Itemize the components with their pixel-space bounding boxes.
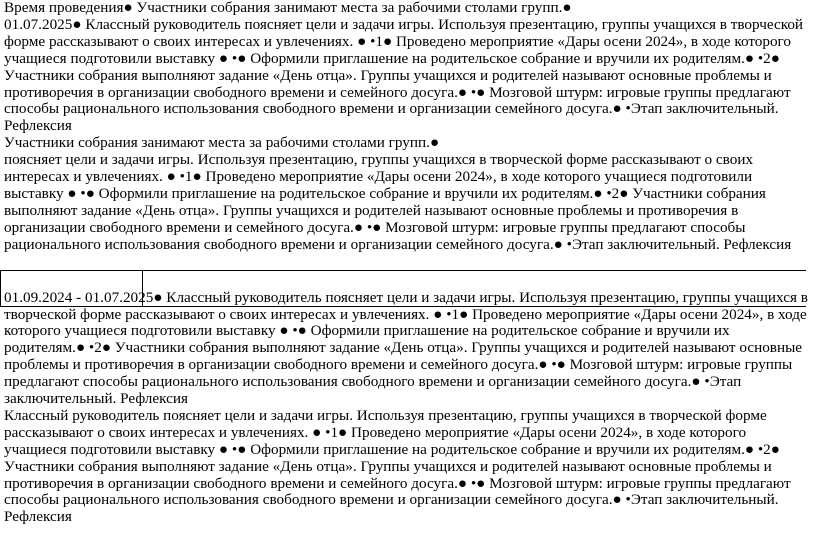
table-border-bottom: [0, 306, 806, 307]
document-body: [4, 0, 810, 526]
time-heading-line: Время проведения● Участники собрания занимают места за рабочими столами групп.●: [4, 0, 572, 16]
empty-table-cell: [0, 270, 143, 306]
schedule-paragraph-3: 01.09.2024 - 01.07.2025● Классный руководитель поясняет цели и задачи игры. Используя презентацию, группы учащихся в творческой форме рассказывают о своих интересах и увлечениях. ● •1● Проведено мероприятие «Дары осени 2024», в ходе которого учащиеся подготовили выставку ● •● Оформили приглашение на родительское собрание и вручили их родителям.● •2● Участники собрания выполняют задание «День отца». Группы учащихся и родителей называют основные проблемы и противоречия в организации свободного времени и семейного досуга.● •● Мозговой штурм: игровые группы предлагают способы рационального использования свободного времени и организации семейного досуга.● •Этап заключительный. Рефлексия: [4, 288, 808, 408]
schedule-paragraph-4: Классный руководитель поясняет цели и задачи игры. Используя презентацию, группы учащихся в творческой форме рассказывают о своих интересах и увлечениях. ● •1● Проведено мероприятие «Дары осени 2024», в ходе которого учащиеся подготовили выставку ● •● Оформили приглашение на родительское собрание и вручили их родителям.● •2● Участники собрания выполняют задание «День отца». Группы учащихся и родителей называют основные проблемы и противоречия в организации свободного времени и семейного досуга.● •● Мозговой штурм: игровые группы предлагают способы рационального использования свободного времени и организации семейного досуга.● •Этап заключительный. Рефлексия: [4, 406, 791, 526]
participants-line: Участники собрания занимают места за рабочими столами групп.●: [4, 134, 440, 152]
schedule-paragraph-2: поясняет цели и задачи игры. Используя презентацию, группы учащихся в творческой форме рассказывают о своих интересах и увлечениях. ● •1● Проведено мероприятие «Дары осени 2024», в ходе которого учащиеся подготовили выставку ● •● Оформили приглашение на родительское собрание и вручили их родителям.● •2● Участники собрания выполняют задание «День отца». Группы учащихся и родителей называют основные проблемы и противоречия в организации свободного времени и семейного досуга.● •● Мозговой штурм: игровые группы предлагают способы рационального использования свободного времени и организации семейного досуга.● •Этап заключительный. Рефлексия: [4, 151, 792, 253]
schedule-paragraph-1: 01.07.2025● Классный руководитель поясняет цели и задачи игры. Используя презентацию, группы учащихся в творческой форме рассказывают о своих интересах и увлечениях. ● •1● Проведено мероприятие «Дары осени 2024», в ходе которого учащиеся подготовили выставку ● •● Оформили приглашение на родительское собрание и вручили их родителям.● •2● Участники собрания выполняют задание «День отца». Группы учащихся и родителей называют основные проблемы и противоречия в организации свободного времени и семейного досуга.● •● Мозговой штурм: игровые группы предлагают способы рационального использования свободного времени и организации семейного досуга.● •Этап заключительный. Рефлексия: [4, 15, 804, 135]
